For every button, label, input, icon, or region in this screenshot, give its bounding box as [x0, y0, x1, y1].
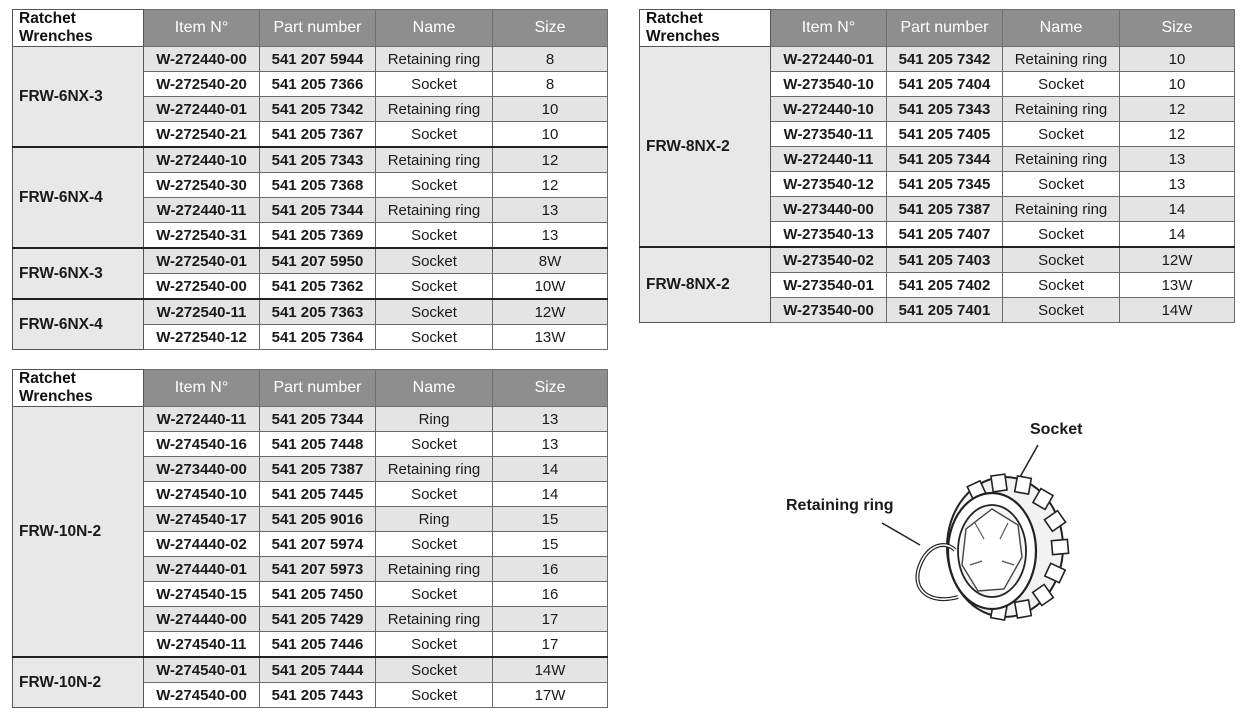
- table-row: [640, 247, 1235, 273]
- item-number-cell: W-272540-12: [144, 325, 260, 350]
- item-number-cell: W-274540-10: [144, 482, 260, 507]
- name-cell: Retaining ring: [376, 47, 493, 72]
- item-number-cell: W-272540-20: [144, 72, 260, 97]
- part-number-cell: 541 205 7367: [260, 122, 376, 148]
- name-cell: Retaining ring: [376, 457, 493, 482]
- size-cell: 13W: [1120, 273, 1235, 298]
- name-cell: Socket: [376, 299, 493, 325]
- part-number-cell: 541 205 7344: [887, 147, 1003, 172]
- item-number-cell: W-273540-10: [771, 72, 887, 97]
- size-cell: 13: [493, 223, 608, 249]
- model-group-cell: FRW-8NX-2: [640, 47, 771, 248]
- item-number-cell: W-272540-11: [144, 299, 260, 325]
- item-number-cell: W-272540-21: [144, 122, 260, 148]
- part-number-cell: 541 205 7342: [260, 97, 376, 122]
- item-number-cell: W-272540-31: [144, 223, 260, 249]
- name-cell: Socket: [376, 223, 493, 249]
- name-cell: Ring: [376, 407, 493, 432]
- model-group-cell: FRW-6NX-4: [13, 299, 144, 350]
- item-number-cell: W-272440-10: [771, 97, 887, 122]
- name-cell: Socket: [376, 683, 493, 708]
- name-cell: Socket: [1003, 172, 1120, 197]
- socket-ring-illustration: [770, 405, 1110, 635]
- column-header: Name: [376, 10, 493, 47]
- item-number-cell: W-274540-15: [144, 582, 260, 607]
- parts-table-frw-6nx: [12, 9, 608, 350]
- size-cell: 14W: [493, 657, 608, 683]
- item-number-cell: W-273440-00: [771, 197, 887, 222]
- item-number-cell: W-274440-00: [144, 607, 260, 632]
- column-header: Name: [1003, 10, 1120, 47]
- size-cell: 13W: [493, 325, 608, 350]
- size-cell: 14: [493, 457, 608, 482]
- name-cell: Retaining ring: [376, 607, 493, 632]
- part-number-cell: 541 205 7364: [260, 325, 376, 350]
- size-cell: 15: [493, 532, 608, 557]
- part-number-cell: 541 205 7404: [887, 72, 1003, 97]
- size-cell: 8W: [493, 248, 608, 274]
- size-cell: 12: [493, 147, 608, 173]
- table-row: [13, 47, 608, 72]
- item-number-cell: W-272440-01: [144, 97, 260, 122]
- size-cell: 10W: [493, 274, 608, 300]
- column-header: Name: [376, 370, 493, 407]
- name-cell: Socket: [1003, 247, 1120, 273]
- size-cell: 17: [493, 632, 608, 658]
- table-row: [13, 299, 608, 325]
- part-number-cell: 541 205 7445: [260, 482, 376, 507]
- item-number-cell: W-273440-00: [144, 457, 260, 482]
- model-group-cell: FRW-8NX-2: [640, 247, 771, 323]
- model-group-cell: FRW-10N-2: [13, 657, 144, 708]
- name-cell: Socket: [376, 173, 493, 198]
- size-cell: 12W: [493, 299, 608, 325]
- parts-table-frw-8nx: [639, 9, 1235, 323]
- item-number-cell: W-274540-17: [144, 507, 260, 532]
- size-cell: 13: [493, 407, 608, 432]
- size-cell: 17: [493, 607, 608, 632]
- name-cell: Socket: [376, 72, 493, 97]
- size-cell: 17W: [493, 683, 608, 708]
- column-header: Part number: [887, 10, 1003, 47]
- size-cell: 14: [1120, 197, 1235, 222]
- part-number-cell: 541 205 7450: [260, 582, 376, 607]
- part-number-cell: 541 205 7407: [887, 222, 1003, 248]
- part-number-cell: 541 205 7345: [887, 172, 1003, 197]
- table-row: [13, 657, 608, 683]
- column-header: Size: [493, 10, 608, 47]
- name-cell: Socket: [1003, 273, 1120, 298]
- socket-icon: [947, 474, 1069, 620]
- item-number-cell: W-274440-01: [144, 557, 260, 582]
- name-cell: Socket: [376, 325, 493, 350]
- name-cell: Socket: [1003, 122, 1120, 147]
- part-number-cell: 541 205 7448: [260, 432, 376, 457]
- size-cell: 13: [493, 432, 608, 457]
- size-cell: 14W: [1120, 298, 1235, 323]
- part-number-cell: 541 205 7446: [260, 632, 376, 658]
- part-number-cell: 541 205 7401: [887, 298, 1003, 323]
- name-cell: Socket: [376, 482, 493, 507]
- item-number-cell: W-274540-16: [144, 432, 260, 457]
- name-cell: Socket: [376, 122, 493, 148]
- column-header: Size: [1120, 10, 1235, 47]
- item-number-cell: W-274540-00: [144, 683, 260, 708]
- size-cell: 12: [1120, 97, 1235, 122]
- part-number-cell: 541 205 7403: [887, 247, 1003, 273]
- name-cell: Socket: [1003, 298, 1120, 323]
- name-cell: Retaining ring: [376, 557, 493, 582]
- part-number-cell: 541 207 5950: [260, 248, 376, 274]
- column-header: Item N°: [144, 10, 260, 47]
- part-number-cell: 541 205 9016: [260, 507, 376, 532]
- name-cell: Socket: [376, 632, 493, 658]
- item-number-cell: W-273540-02: [771, 247, 887, 273]
- part-number-cell: 541 205 7343: [887, 97, 1003, 122]
- name-cell: Retaining ring: [1003, 197, 1120, 222]
- part-number-cell: 541 205 7402: [887, 273, 1003, 298]
- size-cell: 10: [493, 97, 608, 122]
- model-group-cell: FRW-6NX-3: [13, 248, 144, 299]
- part-number-cell: 541 205 7342: [887, 47, 1003, 72]
- model-group-cell: FRW-6NX-3: [13, 47, 144, 148]
- item-number-cell: W-272540-01: [144, 248, 260, 274]
- table-row: [13, 407, 608, 432]
- size-cell: 16: [493, 582, 608, 607]
- size-cell: 10: [493, 122, 608, 148]
- size-cell: 12: [493, 173, 608, 198]
- item-number-cell: W-273540-12: [771, 172, 887, 197]
- column-header: Ratchet Wrenches: [13, 10, 144, 47]
- name-cell: Socket: [1003, 72, 1120, 97]
- part-number-cell: 541 207 5973: [260, 557, 376, 582]
- item-number-cell: W-273540-01: [771, 273, 887, 298]
- item-number-cell: W-274540-11: [144, 632, 260, 658]
- name-cell: Ring: [376, 507, 493, 532]
- column-header: Part number: [260, 370, 376, 407]
- size-cell: 8: [493, 47, 608, 72]
- part-number-cell: 541 205 7387: [260, 457, 376, 482]
- item-number-cell: W-273540-00: [771, 298, 887, 323]
- table-row: [13, 248, 608, 274]
- name-cell: Socket: [376, 432, 493, 457]
- part-number-cell: 541 205 7343: [260, 147, 376, 173]
- column-header: Ratchet Wrenches: [640, 10, 771, 47]
- header-row: [640, 10, 1235, 47]
- name-cell: Retaining ring: [1003, 47, 1120, 72]
- part-number-cell: 541 205 7387: [887, 197, 1003, 222]
- item-number-cell: W-272440-00: [144, 47, 260, 72]
- part-number-cell: 541 205 7362: [260, 274, 376, 300]
- part-number-cell: 541 205 7366: [260, 72, 376, 97]
- size-cell: 16: [493, 557, 608, 582]
- size-cell: 14: [1120, 222, 1235, 248]
- size-cell: 13: [1120, 172, 1235, 197]
- item-number-cell: W-272540-30: [144, 173, 260, 198]
- size-cell: 13: [493, 198, 608, 223]
- size-cell: 8: [493, 72, 608, 97]
- item-number-cell: W-273540-11: [771, 122, 887, 147]
- name-cell: Socket: [376, 248, 493, 274]
- column-header: Size: [493, 370, 608, 407]
- socket-diagram: [770, 405, 1110, 635]
- retaining-ring-label: Retaining ring: [786, 497, 894, 514]
- socket-label: Socket: [1030, 421, 1083, 438]
- part-number-cell: 541 205 7369: [260, 223, 376, 249]
- part-number-cell: 541 205 7344: [260, 407, 376, 432]
- column-header: Ratchet Wrenches: [13, 370, 144, 407]
- item-number-cell: W-273540-13: [771, 222, 887, 248]
- size-cell: 10: [1120, 47, 1235, 72]
- name-cell: Retaining ring: [1003, 147, 1120, 172]
- name-cell: Retaining ring: [376, 97, 493, 122]
- size-cell: 13: [1120, 147, 1235, 172]
- name-cell: Retaining ring: [376, 147, 493, 173]
- item-number-cell: W-272440-10: [144, 147, 260, 173]
- column-header: Item N°: [144, 370, 260, 407]
- header-row: [13, 370, 608, 407]
- name-cell: Socket: [376, 532, 493, 557]
- item-number-cell: W-272440-11: [144, 407, 260, 432]
- size-cell: 14: [493, 482, 608, 507]
- part-number-cell: 541 205 7405: [887, 122, 1003, 147]
- item-number-cell: W-272440-11: [144, 198, 260, 223]
- size-cell: 15: [493, 507, 608, 532]
- size-cell: 12: [1120, 122, 1235, 147]
- size-cell: 12W: [1120, 247, 1235, 273]
- part-number-cell: 541 207 5944: [260, 47, 376, 72]
- part-number-cell: 541 205 7429: [260, 607, 376, 632]
- item-number-cell: W-274540-01: [144, 657, 260, 683]
- item-number-cell: W-272440-11: [771, 147, 887, 172]
- part-number-cell: 541 205 7368: [260, 173, 376, 198]
- model-group-cell: FRW-6NX-4: [13, 147, 144, 248]
- model-group-cell: FRW-10N-2: [13, 407, 144, 658]
- column-header: Part number: [260, 10, 376, 47]
- part-number-cell: 541 207 5974: [260, 532, 376, 557]
- item-number-cell: W-272440-01: [771, 47, 887, 72]
- parts-table-frw-10n: [12, 369, 608, 708]
- name-cell: Socket: [376, 657, 493, 683]
- name-cell: Retaining ring: [376, 198, 493, 223]
- item-number-cell: W-274440-02: [144, 532, 260, 557]
- name-cell: Socket: [376, 274, 493, 300]
- size-cell: 10: [1120, 72, 1235, 97]
- header-row: [13, 10, 608, 47]
- part-number-cell: 541 205 7443: [260, 683, 376, 708]
- name-cell: Retaining ring: [1003, 97, 1120, 122]
- part-number-cell: 541 205 7444: [260, 657, 376, 683]
- name-cell: Socket: [376, 582, 493, 607]
- table-row: [640, 47, 1235, 72]
- part-number-cell: 541 205 7344: [260, 198, 376, 223]
- name-cell: Socket: [1003, 222, 1120, 248]
- part-number-cell: 541 205 7363: [260, 299, 376, 325]
- item-number-cell: W-272540-00: [144, 274, 260, 300]
- table-row: [13, 147, 608, 173]
- column-header: Item N°: [771, 10, 887, 47]
